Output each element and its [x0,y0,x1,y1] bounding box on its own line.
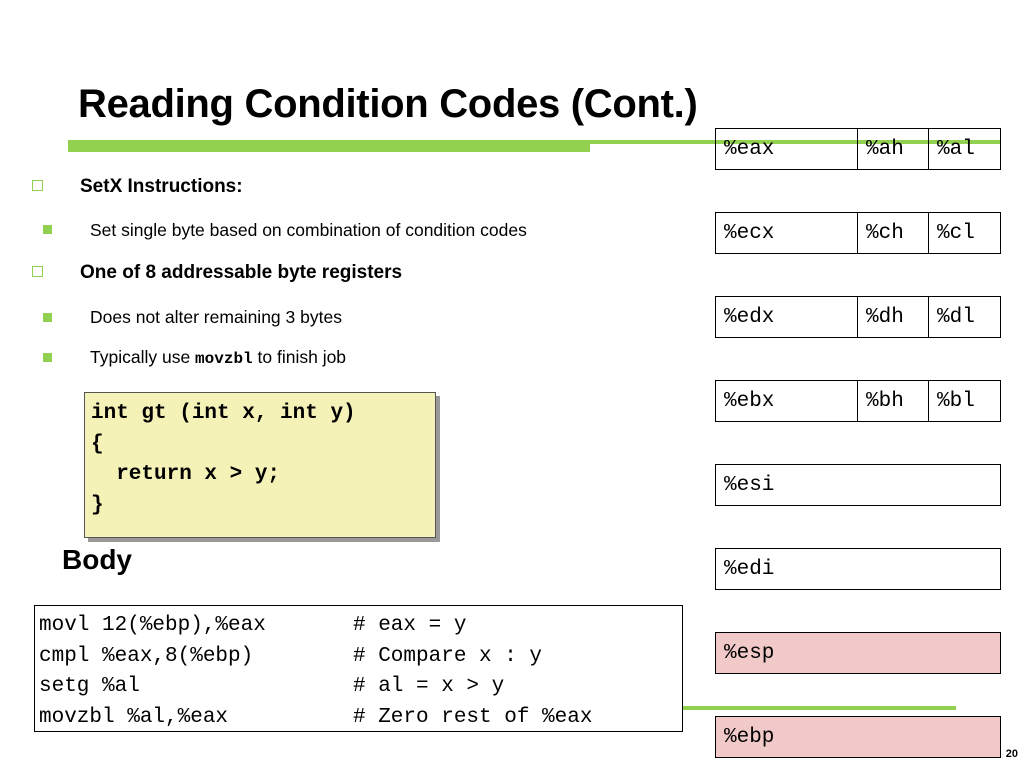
page-number: 20 [1005,748,1018,760]
inline-code-movzbl: movzbl [195,350,253,368]
register-name: %ecx [716,213,858,253]
asm-comment: # al = x > y [353,675,505,698]
asm-comment: # Compare x : y [353,644,543,668]
register-eax [715,128,1001,170]
asm-line [39,642,678,673]
asm-instruction: cmpl %eax,8(%ebp) [39,644,254,668]
asm-instruction: movl 12(%ebp),%eax [39,614,266,637]
asm-instruction: movzbl %al,%eax [39,705,229,729]
bullet-text-prefix: Typically use [90,347,196,367]
filled-square-bullet-icon [43,225,52,234]
register-low-byte: %cl [937,221,975,245]
register-high-byte: %ah [858,129,929,169]
filled-square-bullet-icon [43,313,52,322]
assembly-code-box [34,605,683,732]
register-name: %esp [724,641,775,665]
register-ebx [715,380,1001,422]
hollow-square-bullet-icon [32,266,43,277]
register-esp [715,632,1001,674]
register-edi [715,548,1001,590]
c-code-line: return x > y; [91,463,281,486]
bullet-setx-instructions: SetX Instructions: [80,176,243,197]
register-ecx [715,212,1001,254]
asm-line [39,672,678,703]
bullet-typically-use [90,347,346,368]
asm-instruction: setg %al [39,675,140,698]
asm-line [39,611,678,642]
c-code-line: int gt (int x, int y) [91,402,356,425]
asm-comment: # eax = y [353,614,467,637]
register-name: %ebx [716,381,858,421]
register-ebp [715,716,1001,758]
register-low-byte: %bl [937,389,975,413]
register-name: %edi [724,557,775,581]
register-esi [715,464,1001,506]
register-edx [715,296,1001,338]
title-underline-bar [68,140,590,152]
bullet-addressable-byte-registers: One of 8 addressable byte registers [80,262,403,283]
register-high-byte: %ch [858,213,929,253]
register-high-byte: %bh [858,381,929,421]
register-low-byte: %dl [937,305,975,329]
register-name: %edx [716,297,858,337]
register-low-byte: %al [937,137,975,161]
bottom-accent-line [683,706,956,710]
bullet-text-suffix: to finish job [252,347,347,367]
bullet-does-not-alter: Does not alter remaining 3 bytes [90,307,342,327]
hollow-square-bullet-icon [32,180,43,191]
register-name: %eax [716,129,858,169]
body-label: Body [62,544,132,575]
bullet-set-single-byte: Set single byte based on combination of condition codes [90,220,527,240]
c-code-line: { [91,432,104,456]
c-code-line: } [91,493,104,517]
c-code-box [84,392,436,538]
register-name: %ebp [724,725,775,749]
filled-square-bullet-icon [43,353,52,362]
register-high-byte: %dh [858,297,929,337]
slide-title: Reading Condition Codes (Cont.) [78,82,698,126]
register-name: %esi [724,473,775,497]
asm-line [39,703,678,734]
asm-comment: # Zero rest of %eax [353,705,593,729]
